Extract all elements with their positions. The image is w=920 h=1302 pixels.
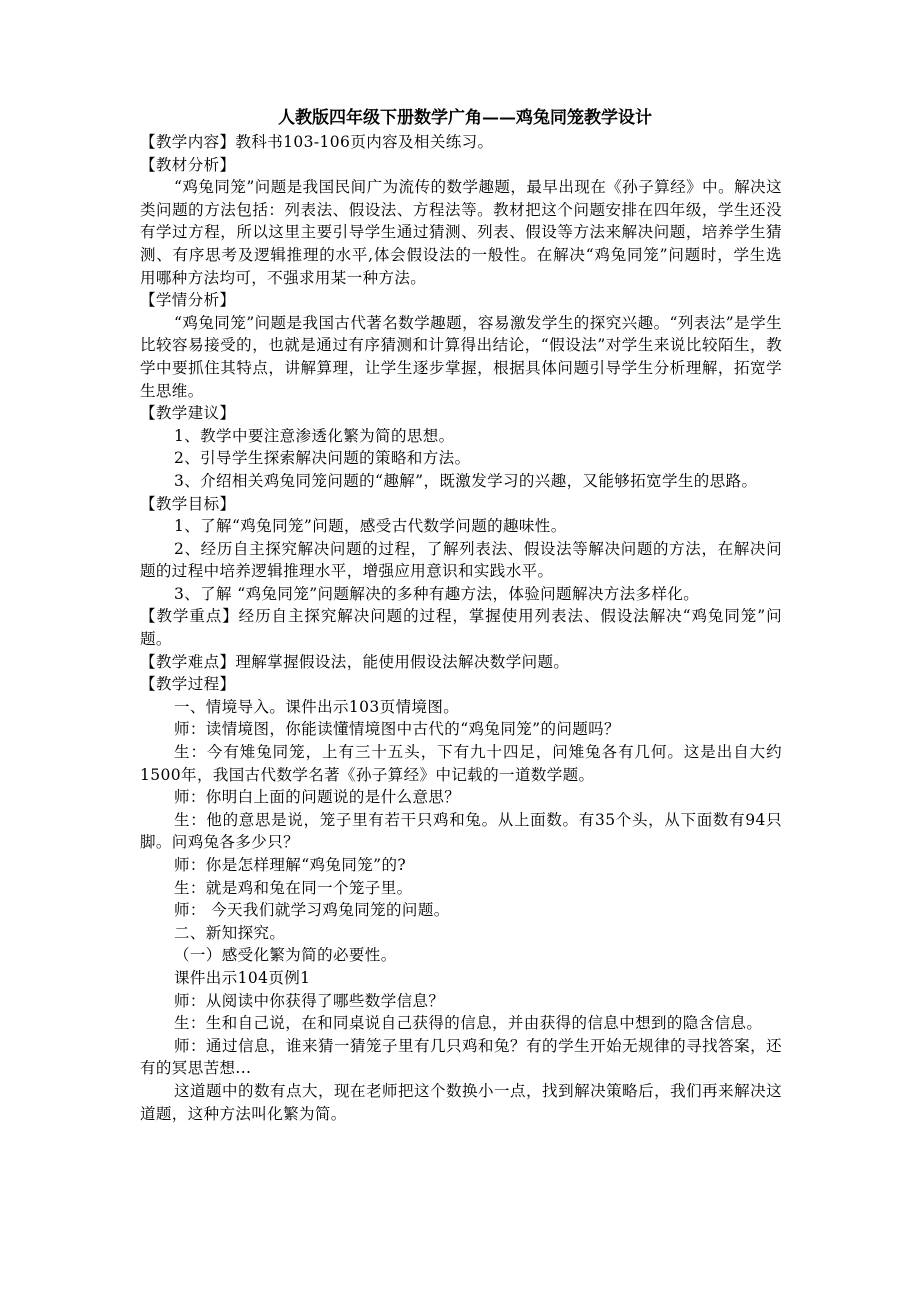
goal-item: 2、经历自主探究解决问题的过程，了解列表法、假设法等解决问题的方法，在解决问题的过程中培养逻辑推理水平，增强应用意识和实践水平。 [140, 539, 782, 581]
process-line: 师：从阅读中你获得了哪些数学信息？ [174, 991, 445, 1010]
document-page [140, 106, 782, 1125]
process-label: 【教学过程】 [140, 675, 236, 694]
goal-item: 3、了解 “鸡兔同笼”问题解决的多种有趣方法，体验问题解决方法多样化。 [174, 584, 700, 603]
difficulty-section [140, 651, 782, 674]
content-section [140, 131, 782, 154]
process-line: 生：他的意思是说，笼子里有若干只鸡和兔。从上面数。有35个头，从下面数有94只脚。问鸡兔各多少只？ [140, 810, 782, 852]
key-point-text: 经历自主探究解决问题的过程，掌握使用列表法、假设法解决“鸡兔同笼”问题。 [140, 607, 782, 649]
page-title: 人教版四年级下册数学广角——鸡兔同笼教学设计 [278, 108, 652, 128]
process-line: 生：今有雉兔同笼，上有三十五头，下有九十四足，问雉兔各有几何。这是出自大约1500年，我国古代数学名著《孙子算经》中记载的一道数学题。 [140, 743, 782, 784]
process-line: 二、新知探究。 [174, 923, 286, 942]
suggestion-item: 3、介绍相关鸡兔同笼问题的“趣解”，既激发学习的兴趣，又能够拓宽学生的思路。 [174, 471, 758, 490]
goal-item: 1、了解“鸡兔同笼”问题，感受古代数学问题的趣味性。 [174, 517, 567, 536]
process-line: 师：你明白上面的问题说的是什么意思？ [174, 788, 461, 807]
suggestion-item: 2、引导学生探索解决问题的策略和方法。 [174, 449, 471, 468]
content-text: 教科书103-106页内容及相关练习。 [235, 133, 494, 151]
learner-label: 【学情分析】 [140, 291, 236, 310]
material-paragraph: “鸡兔同笼”问题是我国民间广为流传的数学趣题，最早出现在《孙子算经》中。解决这类问题的方法包括：列表法、假设法、方程法等。教材把这个问题安排在四年级，学生还没有学过方程，所以这里主要引导学生通过猜测、列表、假设等方法来解决问题，培养学生猜测、有序思考及逻辑推理的水平,体会假设法的一般性。在解决“鸡兔同笼”问题时，学生选用哪种方法均可，不强求用某一种方法。 [140, 178, 782, 287]
process-line: （一）感受化繁为简的必要性。 [174, 946, 397, 965]
difficulty-label: 【教学难点】 [140, 652, 236, 671]
learner-paragraph: “鸡兔同笼”问题是我国古代著名数学趣题，容易激发学生的探究兴趣。“列表法”是学生比较容易接受的，也就是通过有序猜测和计算得出结论，“假设法”对学生来说比较陌生，教学中要抓住其特点，讲解算理，让学生逐步掌握，根据具体问题引导学生分析理解，拓宽学生思维。 [140, 313, 782, 400]
process-line: 师：你是怎样理解“鸡兔同笼”的? [174, 856, 407, 874]
suggestions-label: 【教学建议】 [140, 404, 236, 423]
content-label: 【教学内容】 [140, 133, 236, 151]
suggestion-item: 1、教学中要注意渗透化繁为简的思想。 [174, 426, 455, 445]
process-line: 师：读情境图，你能读懂情境图中古代的“鸡兔同笼”的问题吗？ [174, 720, 620, 739]
process-line: 课件出示104页例1 [174, 968, 311, 987]
process-line: 生：就是鸡和兔在同一个笼子里。 [174, 878, 413, 897]
difficulty-text: 理解掌握假设法，能使用假设法解决数学问题。 [235, 652, 570, 671]
process-line: 师： 今天我们就学习鸡兔同笼的问题。 [174, 901, 450, 920]
process-line: 生：生和自己说，在和同桌说自己获得的信息，并由获得的信息中想到的隐含信息。 [174, 1014, 763, 1033]
goals-label: 【教学目标】 [140, 494, 236, 513]
process-line: 师：通过信息，谁来猜一猜笼子里有几只鸡和兔？有的学生开始无规律的寻找答案，还有的冥思苦想... [140, 1036, 782, 1078]
key-point-section [140, 605, 782, 650]
key-point-label: 【教学重点】 [140, 607, 239, 626]
process-line: 这道题中的数有点大，现在老师把这个数换小一点，找到解决策略后，我们再来解决这道题，这种方法叫化繁为简。 [140, 1081, 782, 1123]
process-line: 一、情境导入。课件出示103页情境图。 [174, 697, 460, 716]
material-label: 【教材分析】 [140, 155, 236, 174]
